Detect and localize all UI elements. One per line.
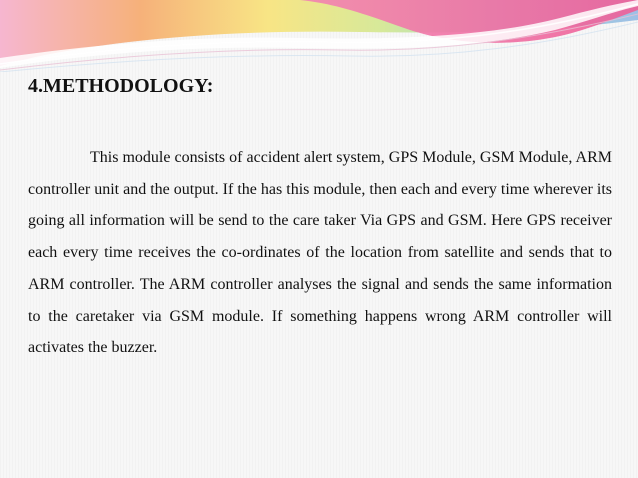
decorative-banner: [0, 0, 638, 72]
slide-title: 4.METHODOLOGY:: [28, 75, 214, 97]
methodology-paragraph: This module consists of accident alert system, GPS Module, GSM Module, ARM controller unit and the output. If the has this module, then each and every time wherever its going all information will be send to the care taker Via GPS and GSM. Here GPS receiver each every time receives the co-ordinates of the location from satellite and sends that to ARM controller. The ARM controller analyses the signal and sends the same information to the caretaker via GSM module. If something happens wrong ARM controller will activates the buzzer.: [28, 149, 612, 357]
